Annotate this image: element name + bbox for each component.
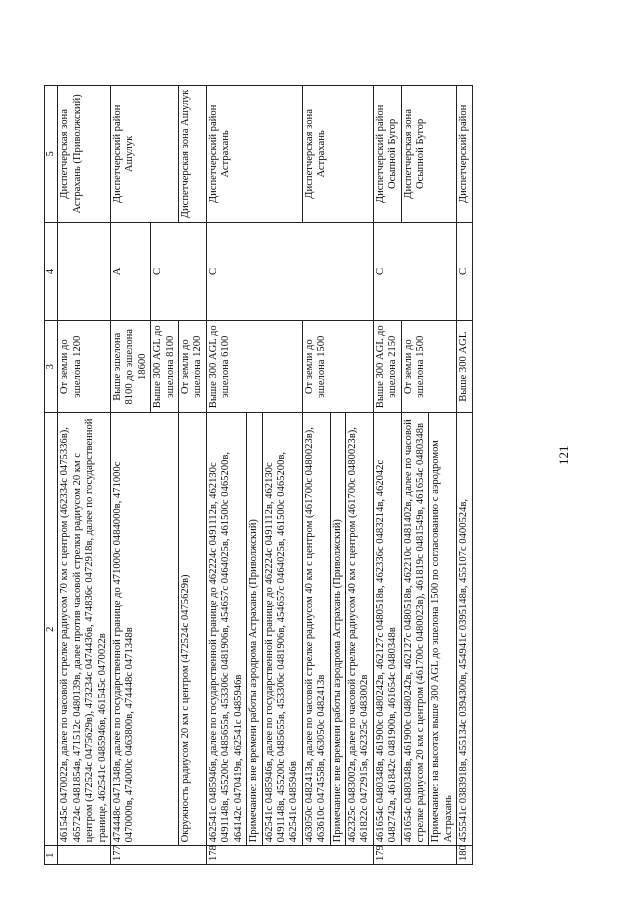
altitude-limits: От земли до эшелона 1500 <box>302 321 373 413</box>
table-row <box>457 86 472 865</box>
boundary-description: 462541с 0485946в, далее по государственной границе до 462224с 0491112в, 462130с 0491148в, 455200с 0485655в, 453306с 0481906в, 454657с 0464025в, 461500с 0465200в, 464142с 0470419в, 462541с 0485946в <box>206 413 246 846</box>
boundary-description: Окружность радиусом 20 км с центром (472524с 0475629в) <box>179 413 207 846</box>
header-cell: 1 <box>45 846 58 865</box>
row-number: 180 <box>457 846 472 865</box>
table-row <box>58 86 111 865</box>
header-row <box>45 86 58 865</box>
header-cell: 2 <box>45 413 58 846</box>
airspace-class: С <box>151 222 207 320</box>
table-row <box>302 86 330 865</box>
zone-name: Диспетчерский район <box>457 86 472 223</box>
header-cell: 4 <box>45 222 58 320</box>
row-number: 178 <box>206 846 373 865</box>
boundary-description: 474448с 0471348в, далее по государственной границе до 471000с 0484000в, 471000с 0470000в, 474000с 0463800в, 474448с 0471348в <box>111 413 179 846</box>
zone-name: Диспетчерский район Ашулук <box>111 86 179 223</box>
table-row <box>206 86 246 865</box>
airspace-class: С <box>457 222 472 320</box>
boundary-description: 463050с 0482413в, далее по часовой стрелке радиусом 40 км с центром (461700с 0480023в), 463610с 0474558в, 463050с 0482413в <box>302 413 330 846</box>
zone-name: Диспетчерская зона Ашулук <box>179 86 207 223</box>
zone-name: Диспетчерская зона Астрахань (Приволжский) <box>58 86 111 223</box>
boundary-description: 462325с 0483002в, далее по часовой стрелке радиусом 40 км с центром (461700с 0480023в), 461822с 0472915в, 462325с 0483002в <box>345 413 373 846</box>
boundary-description: 455541с 0383918в, 455134с 0394300в, 454941с 0395148в, 455107с 0400524в, <box>457 413 472 846</box>
altitude-limits: От земли до эшелона 1200 <box>58 321 111 413</box>
altitude-limits: Выше 300 AGL до эшелона 8100 <box>151 321 179 413</box>
airspace-class: С <box>373 222 456 320</box>
boundary-description: 462541с 0485946в, далее по государственной границе до 462224с 0491112в, 462130с 0491148в, 455200с 0485655в, 453306с 0481906в, 454657с 0464025в, 461500с 0465200в, 462541с 0485946в <box>262 413 302 846</box>
boundary-description: 461654с 0480348в, 461900с 0480242в, 462127с 0480518в, 462336с 0483214в, 462042с 0482742в, 461842с 0481900в, 461654с 0480348в <box>373 413 401 846</box>
altitude-limits: Выше 300 AGL до эшелона 6100 <box>206 321 302 413</box>
page-number: 121 <box>556 445 571 465</box>
row-number <box>58 846 111 865</box>
zone-name: Диспетчерская зона Астрахань <box>302 86 373 223</box>
airspace-class <box>58 222 111 320</box>
altitude-limits: Выше 300 AGL <box>457 321 472 413</box>
altitude-limits: Выше эшелона 8100 до эшелона 18600 <box>111 321 151 413</box>
note-text: Примечание: вне времени работы аэродрома Астрахань (Приволжский) <box>247 413 262 846</box>
boundary-description: 461654с 0480348в, 461900с 0480242в, 462127с 0480518в, 462210с 0481402в, далее по часовой стрелке радиусом 20 км с центром (461700с 0480023в), 461819с 0481549в, 461654с 0480348в <box>401 413 429 846</box>
table-row <box>401 86 429 865</box>
table-row <box>373 86 401 865</box>
table-row <box>111 86 151 865</box>
zone-name: Диспетчерская зона Осыпной Бугор <box>401 86 457 223</box>
altitude-limits: От земли до эшелона 1200 <box>179 321 207 413</box>
altitude-limits: Выше 300 AGL до эшелона 2150 <box>373 321 401 413</box>
header-cell: 3 <box>45 321 58 413</box>
boundary-description: 461545с 0470022в, далее по часовой стрелке радиусом 70 км с центром (462334с 0475336в), 465724с 0481854в, 471512с 0480139в, далее против часовой стрелки радиусом 20 км с центром (472524с 0475629в), 473234с 0474436в, 474836с 0472918в, далее по государственной границе, 462541с 0485946в, 461545с 0470022в <box>58 413 111 846</box>
table-row <box>179 86 207 865</box>
row-number: 179 <box>373 846 456 865</box>
zone-name: Диспетчерский район Астрахань <box>206 86 302 223</box>
airspace-table <box>44 85 473 865</box>
row-number: 177 <box>111 846 207 865</box>
note-text: Примечание: вне времени работы аэродрома Астрахань (Приволжский) <box>330 413 345 846</box>
header-cell: 5 <box>45 86 58 223</box>
airspace-class: А <box>111 222 151 320</box>
airspace-class: С <box>206 222 373 320</box>
zone-name: Диспетчерский район Осыпной Бугор <box>373 86 401 223</box>
note-text: Примечание: на высотах выше 300 AGL до эшелона 1500 по согласованию с аэродромом Астрахань <box>429 413 457 846</box>
altitude-limits: От земли до эшелона 1500 <box>401 321 457 413</box>
